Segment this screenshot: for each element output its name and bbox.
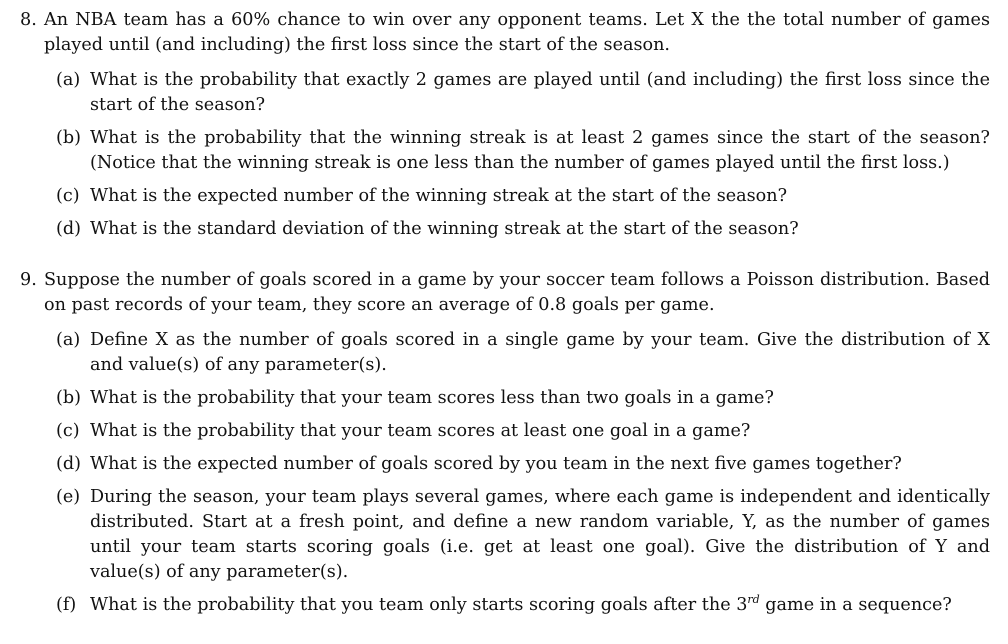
part-label: (d) <box>56 454 81 474</box>
part-text-before: What is the probability that you team only starts scoring goals after the 3 <box>90 595 748 615</box>
part-item <box>56 452 990 477</box>
part-label: (f) <box>56 595 77 615</box>
part-label: (a) <box>56 70 81 90</box>
part-text: What is the probability that exactly 2 games are played until (and including) the first loss since the start of the season? <box>90 70 990 115</box>
part-label: (a) <box>56 330 81 350</box>
problem-8 <box>20 8 990 242</box>
part-text: What is the expected number of goals scored by you team in the next five games together? <box>90 454 902 474</box>
problem-text: An NBA team has a 60% chance to win over any opponent teams. Let X the the total number of games played until (and including) the first loss since the start of the season. <box>44 10 990 55</box>
part-text <box>90 595 952 615</box>
part-text: What is the standard deviation of the winning streak at the start of the season? <box>90 219 799 239</box>
part-item <box>56 485 990 585</box>
part-item <box>56 386 990 411</box>
problem-9 <box>20 268 990 618</box>
part-label: (b) <box>56 388 81 408</box>
problem-number: 9. <box>20 270 37 290</box>
ordinal-superscript: rd <box>747 593 760 607</box>
problem-text: Suppose the number of goals scored in a game by your soccer team follows a Poisson distribution. Based on past records of your team, they score an average of 0.8 goals per game. <box>44 270 990 315</box>
part-item <box>56 184 990 209</box>
part-text: What is the expected number of the winning streak at the start of the season? <box>90 186 788 206</box>
part-item <box>56 593 990 618</box>
part-text: What is the probability that your team scores less than two goals in a game? <box>90 388 774 408</box>
part-text-after: game in a sequence? <box>759 595 952 615</box>
part-item <box>56 126 990 176</box>
part-text: What is the probability that your team scores at least one goal in a game? <box>90 421 751 441</box>
part-text: Define X as the number of goals scored in a single game by your team. Give the distribution of X and value(s) of any parameter(s). <box>90 330 990 375</box>
problem-statement <box>20 268 990 318</box>
part-label: (c) <box>56 421 80 441</box>
part-item <box>56 68 990 118</box>
part-label: (b) <box>56 128 81 148</box>
problem-parts <box>56 68 990 242</box>
part-text: During the season, your team plays several games, where each game is independent and identically distributed. Start at a fresh point, and define a new random variable, Y, as the number of games until your team starts scoring goals (i.e. get at least one goal). Give the distribution of Y and value(s) of any parameter(s). <box>90 487 990 582</box>
problem-statement <box>20 8 990 58</box>
part-label: (c) <box>56 186 80 206</box>
problem-parts <box>56 328 990 618</box>
part-label: (e) <box>56 487 81 507</box>
part-label: (d) <box>56 219 81 239</box>
problem-number: 8. <box>20 10 37 30</box>
part-item <box>56 328 990 378</box>
part-text: What is the probability that the winning streak is at least 2 games since the start of the season? (Notice that the winning streak is one less than the number of games played until the first loss.) <box>90 128 990 173</box>
part-item <box>56 217 990 242</box>
part-item <box>56 419 990 444</box>
